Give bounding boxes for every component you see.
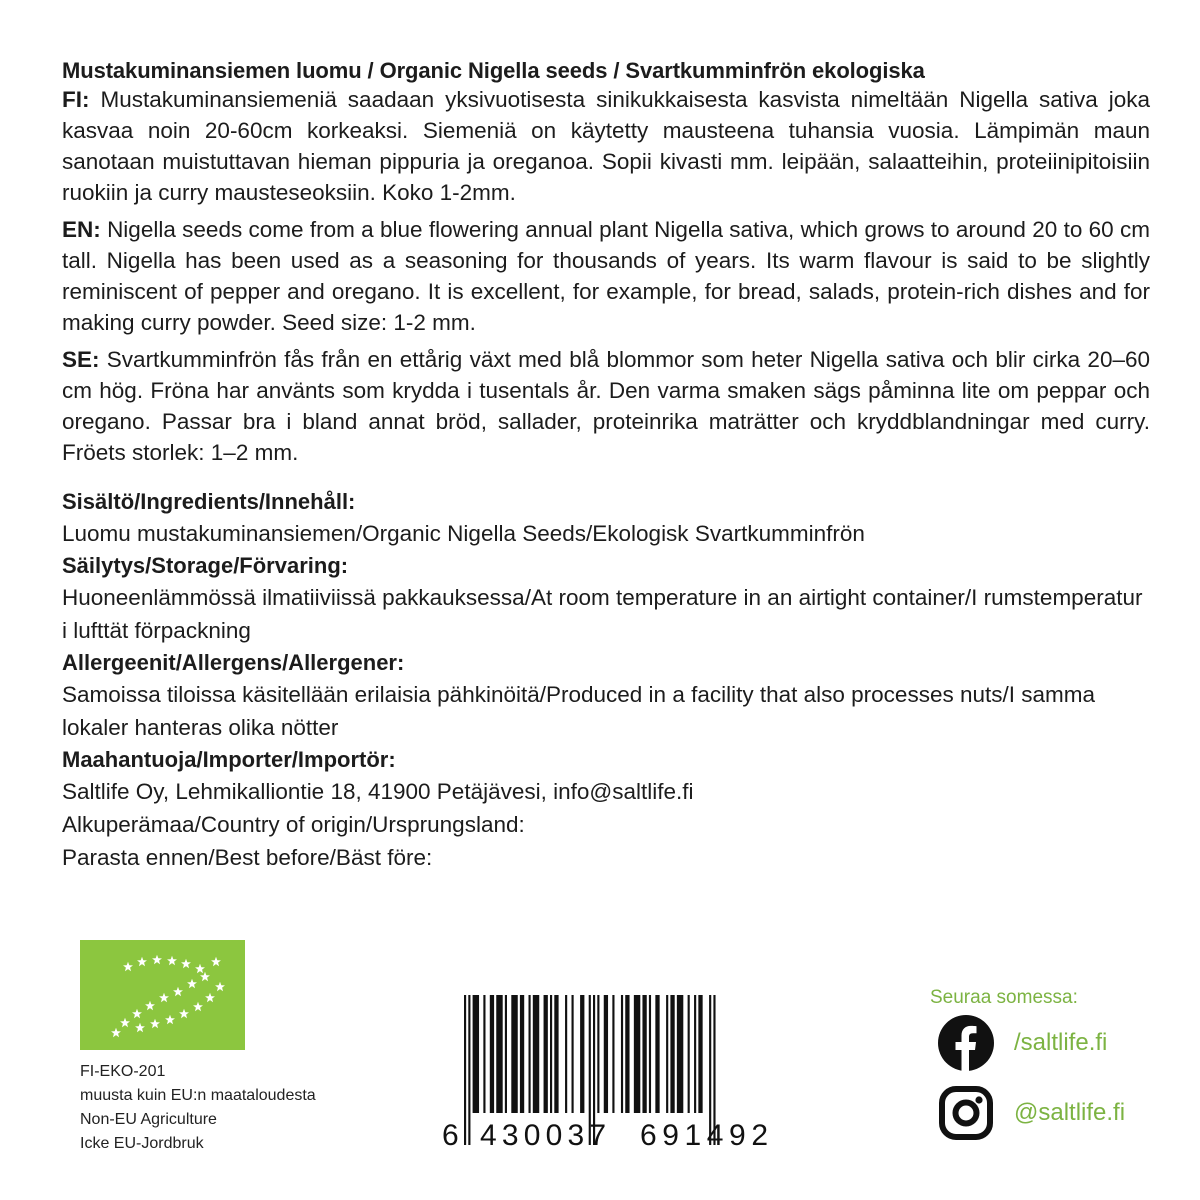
- barcode-bar: [655, 995, 659, 1113]
- instagram-handle: @saltlife.fi: [1014, 1099, 1126, 1126]
- barcode-bar: [473, 995, 479, 1113]
- barcode-bar: [625, 995, 629, 1113]
- barcode-bar: [529, 995, 531, 1113]
- barcode-bar: [533, 995, 539, 1113]
- barcode-bar: [688, 995, 690, 1113]
- storage-heading: Säilytys/Storage/Förvaring:: [62, 553, 349, 578]
- importer-heading: Maahantuoja/Importer/Importör:: [62, 747, 396, 772]
- barcode-bar: [670, 995, 674, 1113]
- barcode-bar: [642, 995, 646, 1113]
- social-heading: Seuraa somessa:: [930, 987, 1078, 1008]
- label-text-block: [62, 58, 1150, 874]
- certification-line-en: Non-EU Agriculture: [80, 1111, 217, 1128]
- instagram-link[interactable]: [938, 1085, 1125, 1141]
- barcode-bar: [604, 995, 608, 1113]
- lang-label-se: SE:: [62, 347, 100, 372]
- facebook-handle: /saltlife.fi: [1014, 1029, 1108, 1056]
- allergens-text: Samoissa tiloissa käsitellään erilaisia pähkinöitä/Produced in a facility that also processes nuts/I samma lokaler hanteras olika nötter: [62, 682, 1096, 740]
- barcode-bar: [464, 995, 466, 1145]
- lang-label-en: EN:: [62, 217, 101, 242]
- barcode-bar: [496, 995, 502, 1113]
- description-fi-text: Mustakuminansiemeniä saadaan yksivuotisesta sinikukkaisesta kasvista nimeltään Nigella sativa joka kasvaa noin 20-60cm korkeaksi. Siemeniä on käytetty mausteena tuhansia vuosia. Lämpimän maun sanotaan muistuttavan hieman pippuria ja oreganoa. Sopii kivasti mm. leipään, salaatteihin, proteiinipitoisiin ruokiin ja curry mausteseoksiin. Koko 1-2mm.: [62, 87, 1150, 205]
- info-sections: [62, 486, 1150, 874]
- product-title: Mustakuminansiemen luomu / Organic Nigella seeds / Svartkumminfrön ekologiska: [62, 58, 925, 83]
- barcode-bar: [677, 995, 683, 1113]
- barcode-bar: [544, 995, 548, 1113]
- lang-label-fi: FI:: [62, 87, 90, 112]
- facebook-icon: [938, 1015, 994, 1071]
- certification-line-se: Icke EU-Jordbruk: [80, 1135, 204, 1152]
- barcode-bar: [580, 995, 584, 1113]
- description-se: [62, 344, 1150, 468]
- description-en: [62, 214, 1150, 338]
- country-of-origin: Alkuperämaa/Country of origin/Ursprungsland:: [62, 812, 525, 837]
- certification-line-fi: muusta kuin EU:n maataloudesta: [80, 1087, 316, 1104]
- barcode: [440, 995, 785, 1155]
- barcode-bar: [520, 995, 524, 1113]
- storage-text: Huoneenlämmössä ilmatiiviissä pakkauksessa/At room temperature in an airtight container/I rumstemperatur i lufttät förpackning: [62, 585, 1143, 643]
- barcode-bar: [666, 995, 668, 1113]
- barcode-bar: [505, 995, 507, 1113]
- description-en-text: Nigella seeds come from a blue flowering annual plant Nigella sativa, which grows to around 20 to 60 cm tall. Nigella has been used as a seasoning for thousands of years. Its warm flavour is said to be slightly reminiscent of pepper and oregano. It is excellent, for example, for bread, salads, protein-rich dishes and for making curry powder. Seed size: 1-2 mm.: [62, 217, 1150, 335]
- barcode-bar: [694, 995, 696, 1113]
- description-fi: [62, 84, 1150, 208]
- barcode-digit-first: 6: [442, 1119, 459, 1152]
- instagram-icon: [938, 1085, 994, 1141]
- best-before: Parasta ennen/Best before/Bäst före:: [62, 845, 433, 870]
- barcode-bar: [554, 995, 558, 1113]
- barcode-bar: [511, 995, 517, 1113]
- description-se-text: Svartkumminfrön fås från en ettårig växt med blå blommor som heter Nigella sativa och blir cirka 20–60 cm hög. Fröna har använts som krydda i tusentals år. Den varma smaken sägs påminna lite om peppar och oregano. Passar bra i bland annat bröd, sallader, proteinrika maträtter och kryddblandningar med curry. Fröets storlek: 1–2 mm.: [62, 347, 1150, 465]
- barcode-bar: [468, 995, 470, 1145]
- barcode-digits-left: 430037: [480, 1119, 606, 1152]
- barcode-digits-right: 691492: [640, 1119, 768, 1152]
- certification-code: FI-EKO-201: [80, 1063, 166, 1080]
- barcode-bar: [550, 995, 552, 1113]
- facebook-link[interactable]: [938, 1015, 1107, 1071]
- barcode-bar: [634, 995, 640, 1113]
- ingredients-text: Luomu mustakuminansiemen/Organic Nigella Seeds/Ekologisk Svartkumminfrön: [62, 521, 865, 546]
- barcode-bar: [612, 995, 614, 1113]
- barcode-bar: [621, 995, 623, 1113]
- ingredients-heading: Sisältö/Ingredients/Innehåll:: [62, 489, 356, 514]
- barcode-bar: [483, 995, 485, 1113]
- eu-organic-leaf-icon: [80, 940, 245, 1050]
- barcode-bar: [565, 995, 567, 1113]
- barcode-bar: [572, 995, 574, 1113]
- allergens-heading: Allergeenit/Allergens/Allergener:: [62, 650, 405, 675]
- barcode-bar: [490, 995, 494, 1113]
- certification-info: [80, 1060, 316, 1156]
- barcode-bar: [698, 995, 702, 1113]
- barcode-bar: [649, 995, 651, 1113]
- barcode-bar: [597, 995, 599, 1113]
- importer-text: Saltlife Oy, Lehmikalliontie 18, 41900 Petäjävesi, info@saltlife.fi: [62, 779, 694, 804]
